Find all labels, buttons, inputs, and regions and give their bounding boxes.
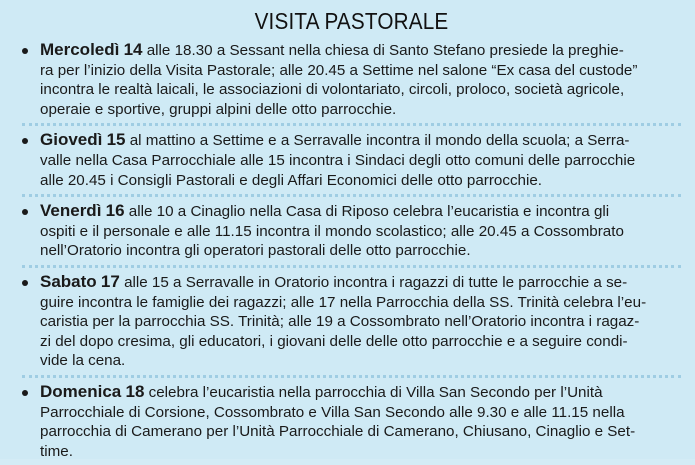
bullet-icon [22,48,28,54]
item-line [40,130,681,151]
item-text: alle 10 a Cinaglio nella Casa di Riposo celebra l’eucaristia e incontra gli [124,203,610,221]
bullet-icon [22,390,28,396]
list-item [22,201,681,268]
item-text: nell’Oratorio incontra gli operatori pastorali delle otto parrocchie. [40,242,471,260]
item-text: alle 15 a Serravalle in Oratorio incontra i ragazzi di tutte le parrocchie a se- [119,273,628,291]
item-text: operaie e sportive, gruppi alpini delle otto parrocchie. [40,100,397,118]
item-text: valle nella Casa Parrocchiale alle 15 incontra i Sindaci degli otto comuni delle parrocchie [40,151,636,169]
item-line [40,201,681,222]
item-text: ospiti e il personale e alle 11.15 incontra il mondo scolastico; alle 20.45 a Cossombrato [40,222,624,240]
item-day: Venerdì [40,201,102,221]
bullet-icon [22,138,28,144]
item-line [40,382,681,403]
item-day-number: 17 [100,271,120,291]
item-text: al mattino a Settime e a Serravalle incontra il mondo della scuola; a Serra- [125,132,630,150]
item-line [40,272,681,293]
bullet-icon [22,280,28,286]
item-day-number: 14 [123,40,143,59]
page-title: VISITA PASTORALE [254,8,449,34]
item-text: ra per l’inizio della Visita Pastorale; alle 20.45 a Settime nel salone “Ex casa del custode” [40,61,638,79]
item-day: Sabato [40,271,97,291]
item-text: parrocchia di Camerano per l’Unità Parrocchiale di Camerano, Chiusano, Cinaglio e Set- [40,423,636,441]
list-item [22,382,681,465]
item-day-number: 18 [125,381,145,401]
item-text: alle 20.45 i Consigli Pastorali e degli Affari Economici delle otto parrocchie. [40,171,543,189]
item-day-number: 16 [105,201,125,221]
item-text: alle 18.30 a Sessant nella chiesa di Santo Stefano presiede la preghie- [142,42,624,59]
item-text: celebra l’eucaristia nella parrocchia di Villa San Secondo per l’Unità [144,383,603,401]
item-text: time. [40,442,73,460]
item-text: incontra le realtà laicali, le associazioni di volontariato, circoli, proloco, società agricole, [40,81,625,99]
bullet-icon [22,209,28,215]
list-item [22,40,681,126]
item-day: Giovedì [40,130,103,150]
item-text: Parrocchiale di Corsione, Cossombrato e Villa San Secondo alle 9.30 e alle 11.15 nella [40,403,625,421]
item-text: zi del dopo cresima, gli educatori, i giovani delle delle otto parrocchie e a seguire condi- [40,332,628,350]
item-day: Mercoledì [40,40,120,59]
item-text: vide la cena. [40,352,126,370]
item-line [40,40,681,61]
item-day-number: 15 [106,130,126,150]
item-text: guire incontra le famiglie dei ragazzi; alle 17 nella Parrocchia della SS. Trinità celebra l’eu- [40,293,647,311]
item-text: caristia per la parrocchia SS. Trinità; alle 19 a Cossombrato nell’Oratorio incontra i ragaz- [40,313,640,331]
list-item [22,130,681,197]
item-day: Domenica [40,381,122,401]
schedule-list [22,40,681,465]
list-item [22,272,681,378]
